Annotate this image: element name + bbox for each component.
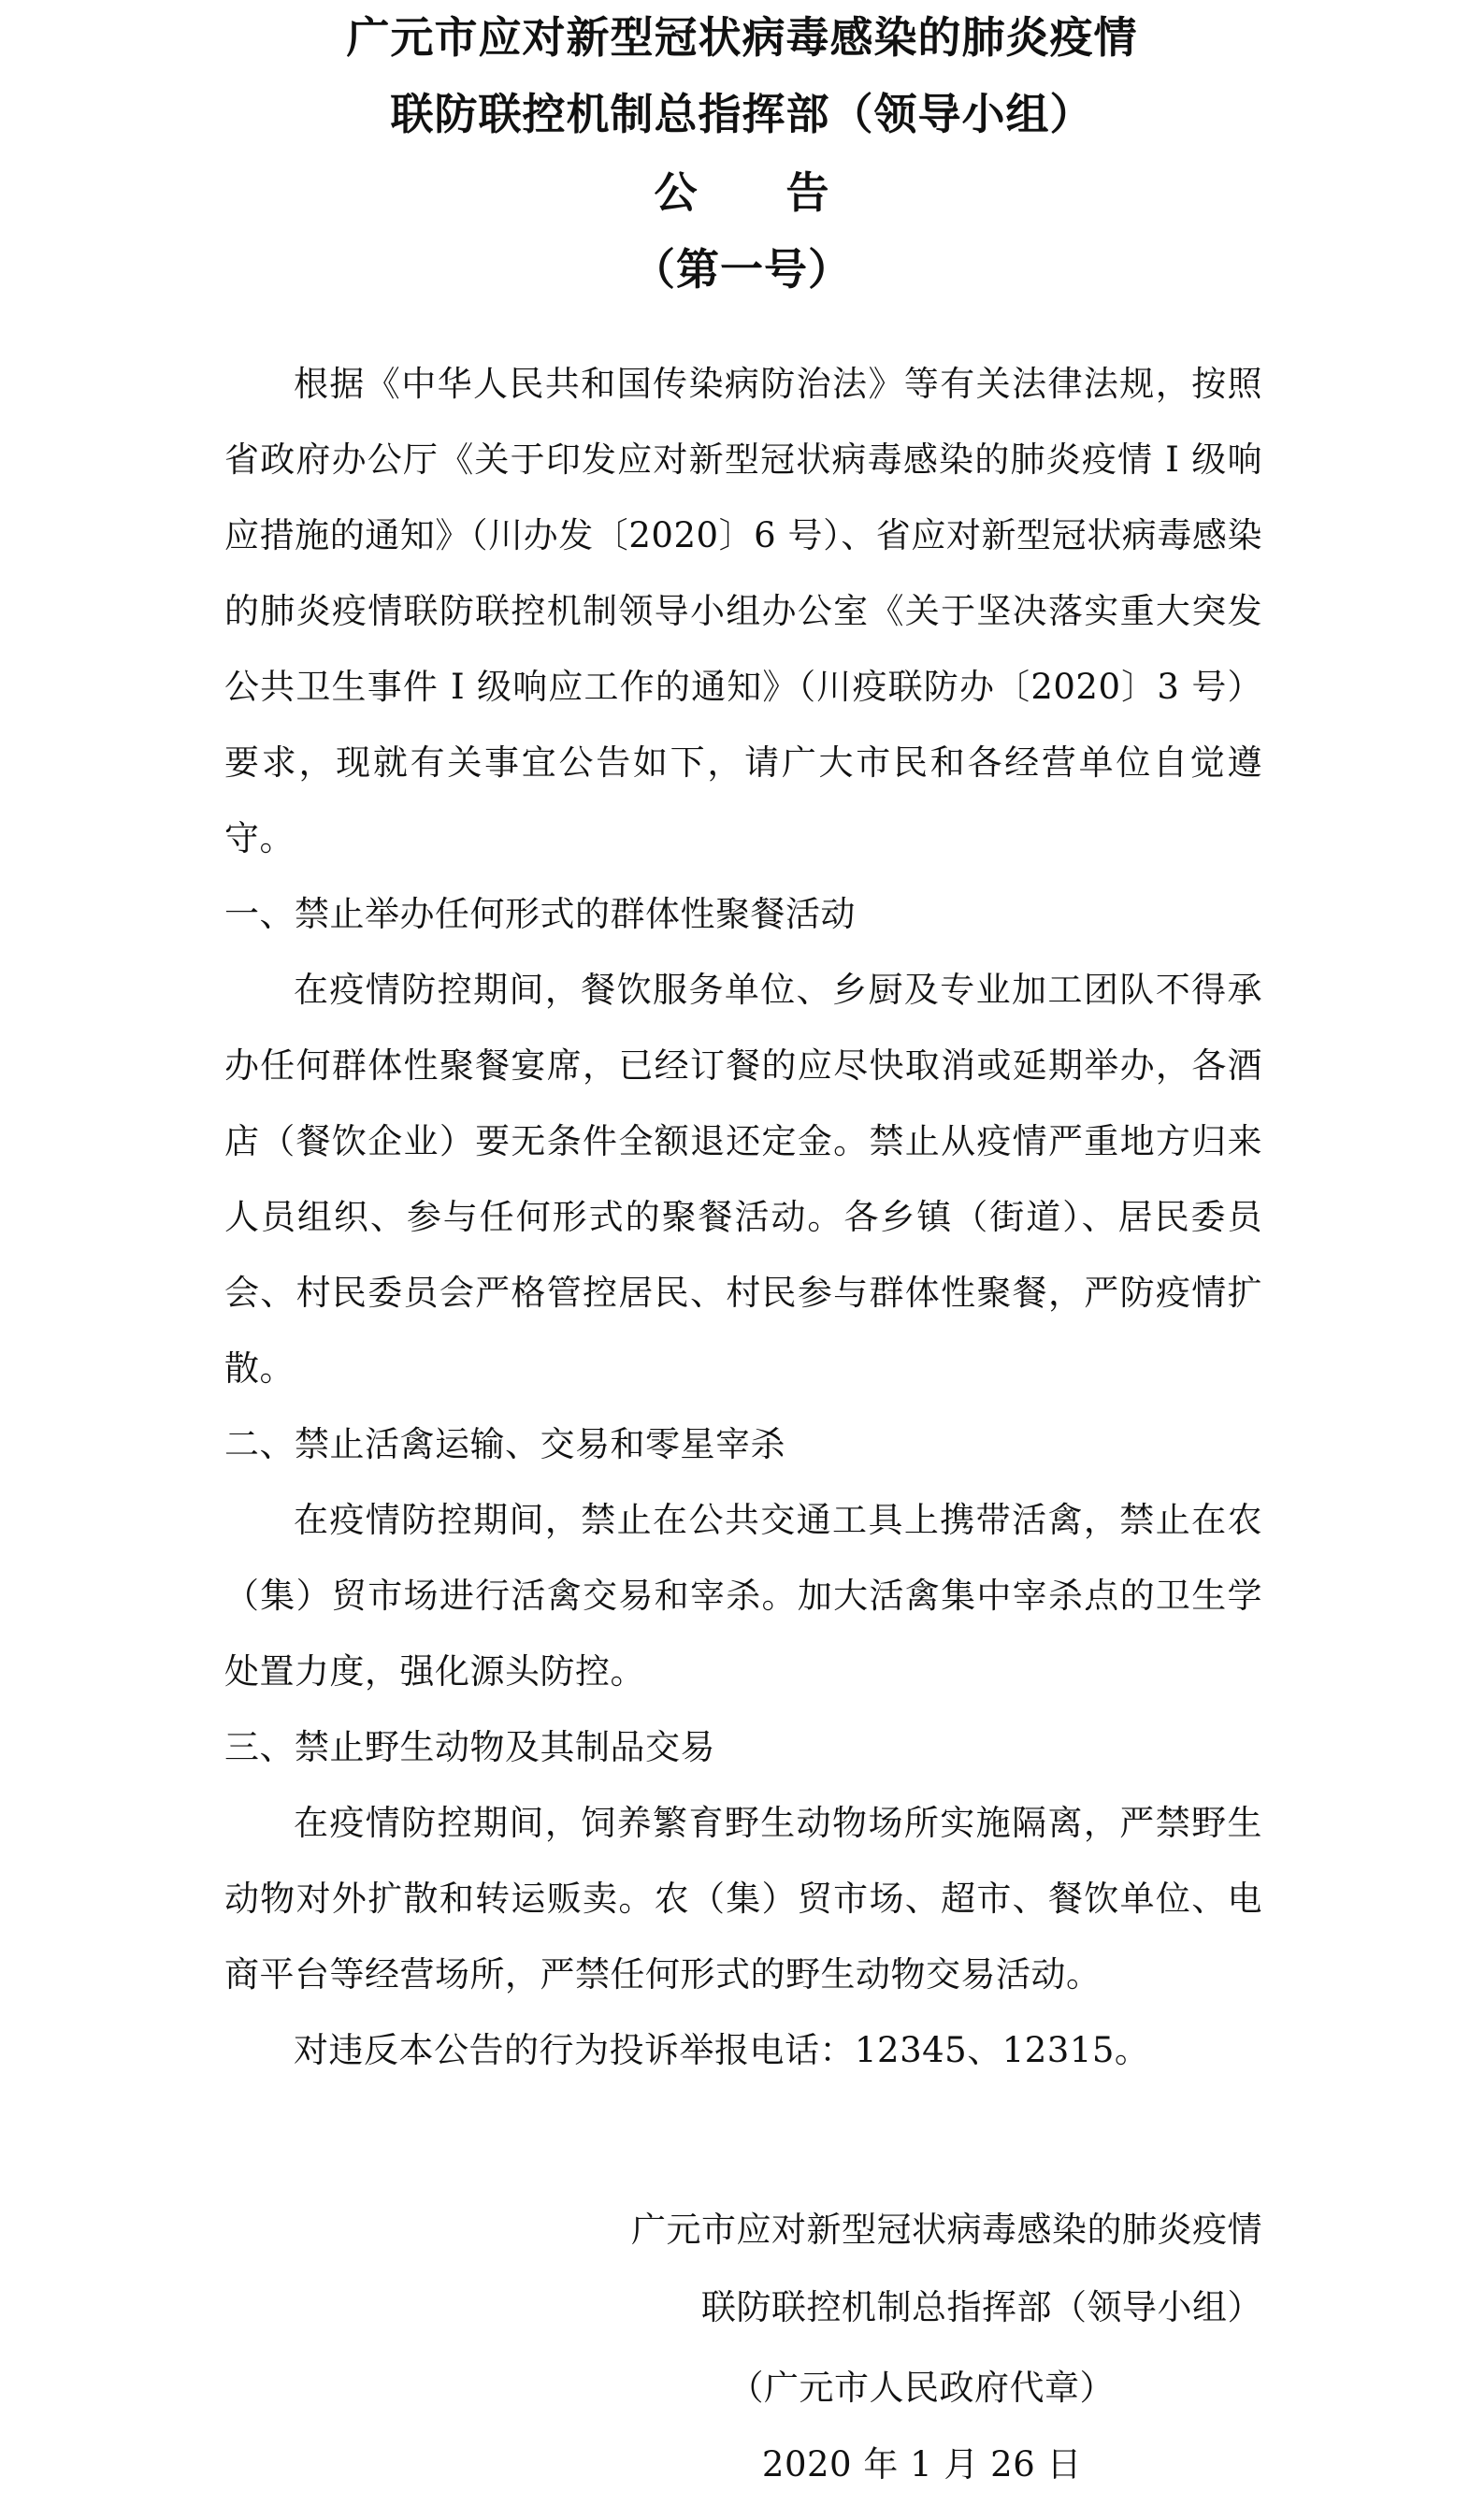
section-3-heading: 三、禁止野生动物及其制品交易	[224, 1727, 715, 1767]
section-1-text: 在疫情防控期间，餐饮服务单位、乡厨及专业加工团队不得承办任何群体性聚餐宴席，已经订餐的应尽快取消或延期举办，各酒店（餐饮企业）要无条件全额退还定金。禁止从疫情严重地方归来人员组织、参与任何形式的聚餐活动。各乡镇（街道）、居民委员会、村民委员会严格管控居民、村民参与群体性聚餐，严防疫情扩散。	[224, 970, 1262, 1389]
document-number: （第一号）	[632, 244, 852, 295]
section-3-text: 在疫情防控期间，饲养繁育野生动物场所实施隔离，严禁野生动物对外扩散和转运贩卖。农（集）贸市场、超市、餐饮单位、电商平台等经营场所，严禁任何形式的野生动物交易活动。	[224, 1803, 1262, 1995]
intro-paragraph: 根据《中华人民共和国传染病防治法》等有关法律法规，按照省政府办公厅《关于印发应对新型冠状病毒感染的肺炎疫情 I 级响应措施的通知》（川办发〔2020〕6 号）、省应对新型冠状病毒感染的肺炎疫情联防联控机制领导小组办公室《关于坚决落实重大突发公共卫生事件 I 级响应工作的通知》（川疫联防办〔2020〕3 号）要求，现就有关事宜公告如下，请广大市民和各经营单位自觉遵守。	[224, 364, 1262, 858]
document-type: 公 告	[654, 167, 830, 218]
title-line-2: 联防联控机制总指挥部（领导小组）	[390, 89, 1094, 139]
seal-note: （广元市人民政府代章）	[728, 2368, 1115, 2408]
signature-date: 2020 年 1 月 26 日	[761, 2444, 1082, 2484]
signature-org-line-2: 联防联控机制总指挥部（领导小组）	[701, 2287, 1262, 2327]
hotline-paragraph: 对违反本公告的行为投诉举报电话：12345、12315。	[294, 2030, 1150, 2070]
title-line-1: 广元市应对新型冠状病毒感染的肺炎疫情	[346, 12, 1138, 63]
notice-body	[224, 346, 1262, 2088]
section-1-heading: 一、禁止举办任何形式的群体性聚餐活动	[224, 894, 856, 934]
signature-org-line-1: 广元市应对新型冠状病毒感染的肺炎疫情	[631, 2210, 1262, 2250]
section-2-text: 在疫情防控期间，禁止在公共交通工具上携带活禽，禁止在农（集）贸市场进行活禽交易和宰杀。加大活禽集中宰杀点的卫生学处置力度，强化源头防控。	[224, 1500, 1262, 1692]
section-2-heading: 二、禁止活禽运输、交易和零星宰杀	[224, 1424, 785, 1464]
